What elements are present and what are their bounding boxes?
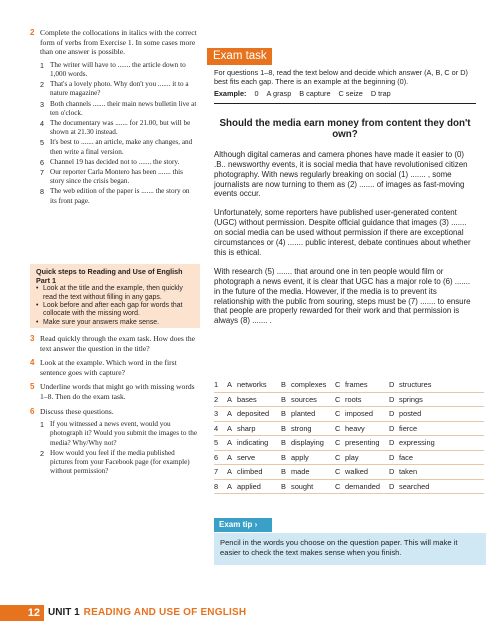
- options-table: [214, 378, 484, 494]
- options-row: 3 A deposited B planted C imposed D posted: [214, 407, 484, 422]
- options-row: 2 A bases B sources C roots D springs: [214, 393, 484, 408]
- exam-tip-header: Exam tip ›: [214, 518, 272, 532]
- quick-step: • Make sure your answers make sense.: [36, 318, 160, 326]
- task-item: 5 It's best to ....... an article, make any changes, and then write a final version.: [40, 138, 193, 156]
- task-item: 3 Both channels ....... their main news bulletin live at ten o'clock.: [40, 99, 197, 117]
- exam-task: [214, 68, 476, 335]
- quick-step: • Look at the title and the example, then quickly read the text without filling in any gaps.: [36, 285, 183, 301]
- task-item: 7 Our reporter Carla Montero has been ....... this story since the crisis began.: [40, 168, 183, 186]
- task-item: 4 The documentary was ....... for 21.00, but will be shown at 21.30 instead.: [40, 119, 191, 137]
- page-number: 12: [0, 605, 44, 621]
- task-item: 8 The web edition of the paper is ....... the story on its front page.: [40, 187, 190, 205]
- task-instruction: Complete the collocations in italics with the correct form of verbs from Exercise 1. In some cases more than one answer is possible.: [40, 28, 197, 57]
- task-item: 1 If you witnessed a news event, would you photograph it? Would you submit the images to the media? Why/Why not?: [40, 420, 198, 447]
- task-item: 6 Channel 19 has decided not to ....... the story.: [40, 157, 180, 167]
- task-item: 1 The writer will have to ....... the article down to 1,000 words.: [40, 60, 186, 78]
- quick-step: • Look before and after each gap for words that collocate with the missing word.: [36, 302, 183, 318]
- options-row: 8 A applied B sought C demanded D searched: [214, 480, 484, 495]
- options-row: 5 A indicating B displaying C presenting D expressing: [214, 436, 484, 451]
- task-item: 2 That's a lovely photo. Why don't you ....... it to a nature magazine?: [40, 80, 189, 98]
- unit-title: UNIT 1 READING AND USE OF ENGLISH: [48, 607, 247, 618]
- exam-tip-text: Pencil in the words you choose on the question paper. This will make it easier to check the text makes sense when you finish.: [214, 533, 486, 565]
- article-title: Should the media earn money from content they don't own?: [219, 117, 471, 140]
- task-5: 5 Underline words that might go with missing words 1–8. Then do the exam task.: [30, 382, 195, 401]
- task-2: [30, 28, 198, 57]
- task-4: 4 Look at the example. Which word in the first sentence goes with capture?: [30, 358, 177, 377]
- options-row: 4 A sharp B strong C heavy D fierce: [214, 422, 484, 437]
- task-3: 3 Read quickly through the exam task. How does the text answer the question in the title?: [30, 334, 196, 353]
- exam-task-header: Exam task: [207, 48, 272, 65]
- chevron-right-icon: ›: [254, 520, 258, 529]
- task-number: 2: [30, 28, 35, 37]
- options-row: 7 A climbed B made C walked D taken: [214, 465, 484, 480]
- left-column: [30, 28, 198, 206]
- task-6: 6 Discuss these questions.: [30, 406, 114, 416]
- article-paragraph: With research (5) ....... that around one in ten people would film or photograph a news event, it is clear that UGC has a major role to (6) ....... in the future of the media. However, if the media is to prevent its relationship with the public from souring, steps must be (7) ....... to ensure that people are properly rewarded for their work and that permission is always (8) ....... .: [214, 266, 471, 326]
- options-row: 6 A serve B apply C play D face: [214, 451, 484, 466]
- article-paragraph: Although digital cameras and camera phones have made it easier to (0) .B.. newsworthy events, it is social media that have revolutionised citizen photography. With news regularly breaking on social (1) ....... , some journalists are now turning to them as (2) ....... of images as fast-moving events occur.: [214, 149, 468, 199]
- left-column-lower: [30, 334, 198, 476]
- quick-steps-box: [30, 264, 200, 328]
- quick-steps-title: Quick steps to Reading and Use of English Part 1: [36, 267, 183, 285]
- exam-instructions: For questions 1–8, read the text below and decide which answer (A, B, C or D) best fits each gap. There is an example at the beginning (0).: [214, 68, 468, 86]
- article-paragraph: Unfortunately, some reporters have published user-generated content (UGC) without permission. Despite official guidance that images (3) ....... on social media can be used without permission if there are exceptional circumstances or (4) ....... public interest, debate continues about whether this is ethical.: [214, 208, 471, 257]
- options-row: 1 A networks B complexes C frames D structures: [214, 378, 484, 393]
- divider: [214, 103, 476, 104]
- exam-example: Example: 0 A grasp B capture C seize D trap: [214, 89, 391, 98]
- task-item: 2 How would you feel if the media published pictures from your Facebook page (for example) without permission?: [40, 448, 190, 476]
